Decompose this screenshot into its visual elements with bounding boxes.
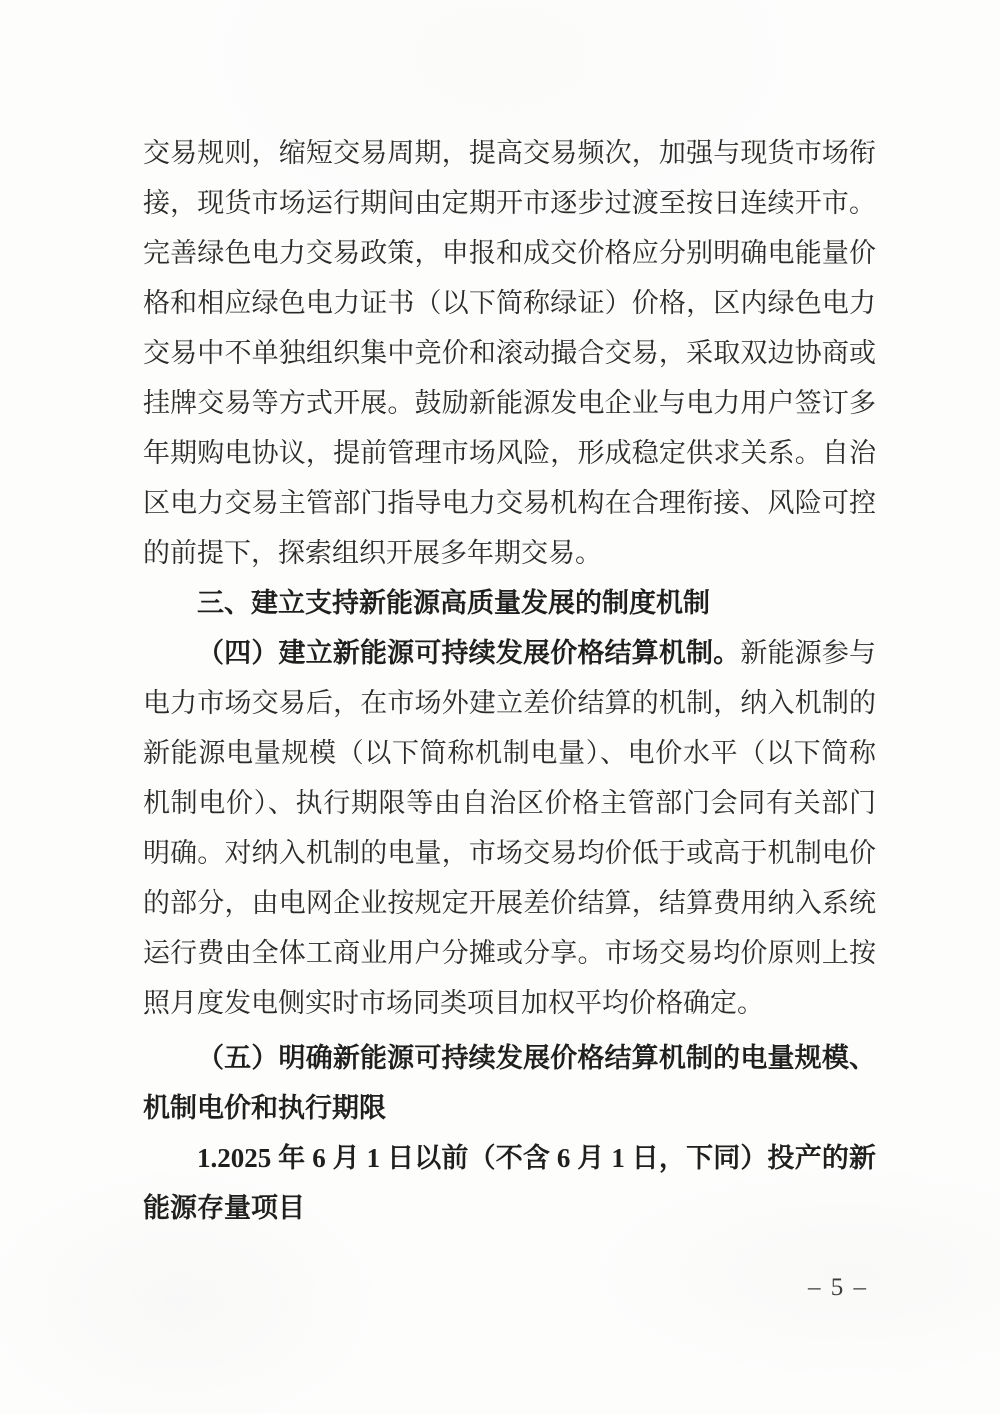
body-line: 电力市场交易后，在市场外建立差价结算的机制，纳入机制的 [143, 688, 876, 718]
page-number: – 5 – [808, 1274, 868, 1301]
clause-5-heading-line-2: 机制电价和执行期限 [143, 1093, 386, 1123]
body-line: 年期购电协议，提前管理市场风险，形成稳定供求关系。自治 [143, 438, 876, 468]
body-line: 新能源电量规模（以下简称机制电量）、电价水平（以下简称 [143, 738, 876, 768]
section-heading-3: 三、建立支持新能源高质量发展的制度机制 [197, 588, 710, 618]
body-line: 明确。对纳入机制的电量，市场交易均价低于或高于机制电价 [143, 838, 876, 868]
item-1-heading-line-1: 1.2025 年 6 月 1 日以前（不含 6 月 1 日，下同）投产的新 [197, 1143, 876, 1173]
body-line: 运行费由全体工商业用户分摊或分享。市场交易均价原则上按 [143, 938, 876, 968]
body-line: 的部分，由电网企业按规定开展差价结算，结算费用纳入系统 [143, 888, 876, 918]
body-line: 机制电价）、执行期限等由自治区价格主管部门会同有关部门 [143, 788, 876, 818]
body-line: 完善绿色电力交易政策，申报和成交价格应分别明确电能量价 [143, 238, 876, 268]
body-line: 挂牌交易等方式开展。鼓励新能源发电企业与电力用户签订多 [143, 388, 876, 418]
body-line: 交易中不单独组织集中竞价和滚动撮合交易，采取双边协商或 [143, 338, 876, 368]
body-line: 的前提下，探索组织开展多年期交易。 [143, 538, 602, 568]
body-line: 交易规则，缩短交易周期，提高交易频次，加强与现货市场衔 [143, 138, 876, 168]
body-line: 格和相应绿色电力证书（以下简称绿证）价格，区内绿色电力 [143, 288, 876, 318]
clause-5-heading-line-1: （五）明确新能源可持续发展价格结算机制的电量规模、 [197, 1043, 876, 1073]
document-body [143, 128, 876, 1233]
item-1-heading-line-2: 能源存量项目 [143, 1193, 305, 1223]
body-line: 接，现货市场运行期间由定期开市逐步过渡至按日连续开市。 [143, 188, 876, 218]
clause-4-text-start: 新能源参与 [740, 638, 877, 668]
body-line: 照月度发电侧实时市场同类项目加权平均价格确定。 [143, 988, 764, 1018]
clause-4-heading: （四）建立新能源可持续发展价格结算机制。 [197, 638, 741, 668]
clause-4-line [143, 628, 876, 678]
body-line: 区电力交易主管部门指导电力交易机构在合理衔接、风险可控 [143, 488, 876, 518]
